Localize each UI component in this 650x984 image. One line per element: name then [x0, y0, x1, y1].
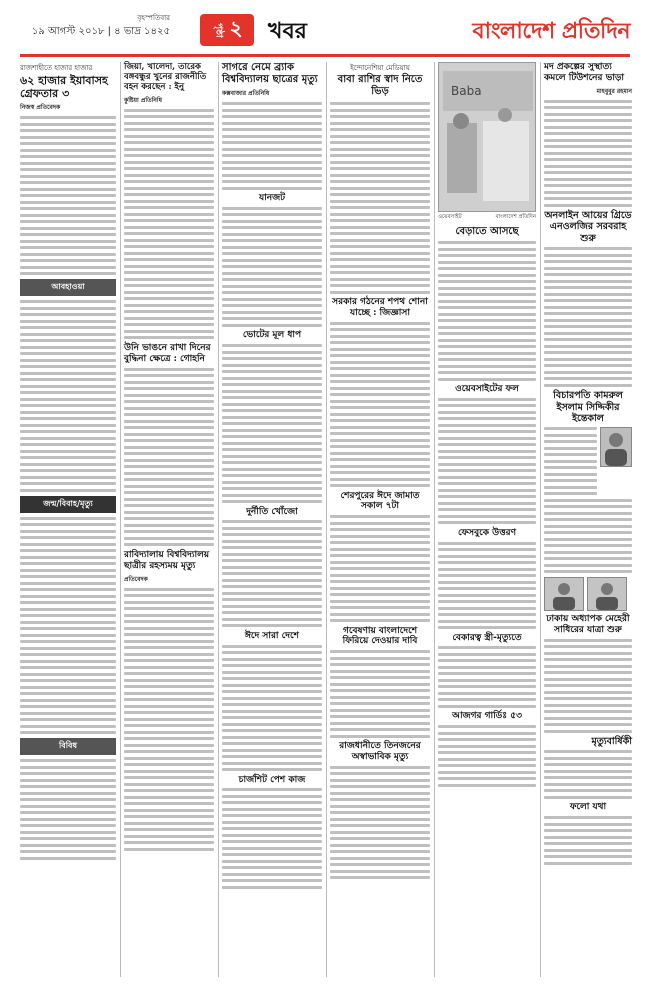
- svg-text:Baba: Baba: [451, 84, 482, 98]
- sub-headline: ঢাকায় অধ্যাপক মেহেরী সাধিরের যাত্রা শুরু: [546, 613, 630, 635]
- masthead: [0, 0, 650, 58]
- column-rule: [540, 62, 541, 977]
- box-byline: প্রতিবেদক: [124, 575, 148, 583]
- sub-story-body: [330, 515, 430, 622]
- page-number-pill: [200, 14, 254, 46]
- column-rule: [326, 62, 327, 977]
- sub-story-body: [222, 207, 322, 327]
- sub-story-body: [544, 427, 597, 499]
- story-body: [222, 102, 322, 190]
- story-body: [124, 109, 214, 340]
- lead-photo: [438, 62, 536, 212]
- person-icon: [601, 428, 631, 466]
- sub-story-body: [544, 750, 632, 799]
- sub-headline: বিচারপতি কামরুল ইসলাম সিদ্দিকীর ইন্তেকাল: [553, 390, 623, 425]
- sub-story-body: [330, 766, 430, 880]
- misc-box-body: [20, 759, 116, 860]
- masthead-day: বৃহস্পতিবার: [137, 14, 170, 22]
- story-byline: মাহবুবুর রহমান: [596, 87, 632, 95]
- column-5: [438, 62, 536, 790]
- story-body: [544, 100, 632, 207]
- classifieds-box-body: [20, 517, 116, 735]
- avatar: [544, 577, 584, 611]
- sub-story-body: [438, 398, 536, 525]
- story-body: [438, 241, 536, 381]
- brand-logo: বাংলাদেশ প্রতিদিন: [472, 18, 630, 44]
- column-rule: [218, 62, 219, 977]
- story-kicker: ইন্দোনেশিয়া মেডিয়ায়: [350, 64, 410, 72]
- column-4: [330, 62, 430, 883]
- sub-headline: ফেসবুকে উত্তরণ: [457, 527, 517, 538]
- classifieds-box-title: জন্ম/বিবাহ/মৃত্যু: [20, 496, 116, 513]
- sub-story-body: [544, 816, 632, 865]
- story-byline: নিজস্ব প্রতিবেদক: [20, 104, 61, 112]
- column-3: [222, 62, 322, 892]
- sub-story-body: [330, 650, 430, 738]
- sub-headline: গবেষণায় বাংলাদেশে ফিরিয়ে দেওয়ার দাবি: [342, 625, 418, 647]
- sub-story-body: [330, 322, 430, 488]
- box-headline: রাবিদ্যালায় বিশ্ববিদ্যালয় ছাত্রীর রহস্যময় মৃত্যু: [124, 550, 210, 571]
- masthead-dates: ১৯ আগস্ট ২০১৮ | ৪ ভাদ্র ১৪২৫: [31, 26, 170, 37]
- avatar: [587, 577, 627, 611]
- column-rule: [120, 62, 121, 977]
- sub-headline: ওয়েবসাইটের ফল: [455, 384, 519, 394]
- column-6: [544, 62, 632, 868]
- sub-story-body: [544, 639, 632, 733]
- column-2: [124, 62, 214, 854]
- story-body: [330, 102, 430, 294]
- sub-story-body: [222, 344, 322, 503]
- sub-headline: যানজট: [258, 193, 286, 203]
- sub-story-body: [222, 788, 322, 889]
- column-1: [20, 62, 116, 863]
- photo-caption: ওয়েবসাইট: [438, 214, 462, 220]
- sub-headline: রাজধানীতে তিনজনের অস্বাভাবিক মৃত্যু: [339, 741, 421, 763]
- sub-headline: দুর্নীতি খোঁজো: [246, 506, 298, 517]
- sub-story-body: [222, 520, 322, 627]
- lead-photo-illustration: [439, 63, 536, 212]
- person-icon: [588, 578, 626, 610]
- sub-headline: ফলো যথা: [569, 802, 607, 813]
- sub-headline: মৃত্যুবার্ষিকী: [591, 736, 632, 748]
- sub-headline: উনি ভাঙনে রাখা দিনের বুদ্ধিনা ক্ষেত্রে : গোহনি: [124, 343, 211, 364]
- story-byline: কক্সবাজার প্রতিনিধি: [222, 90, 270, 97]
- weather-box-title: আবহাওয়া: [20, 279, 116, 296]
- sub-headline: শেরপুরের ঈদে জামাত সকাল ৭টা: [340, 490, 420, 512]
- photo-credit: বাংলাদেশ প্রতিদিন: [495, 214, 536, 220]
- section-name: খবর: [268, 19, 307, 44]
- sub-story-body: [438, 646, 536, 708]
- sub-headline: চার্জশিট পেশ কাজ: [238, 774, 306, 785]
- masthead-date-block: [20, 12, 170, 41]
- sub-headline: আজগর গার্ডিঃ ৫৩: [452, 711, 522, 722]
- page-label: পৃষ্ঠা: [213, 22, 224, 38]
- page-number: ২: [229, 15, 243, 40]
- box-story-body: [124, 588, 214, 851]
- sub-headline: ঈদে সারা দেশে: [245, 630, 299, 641]
- misc-box-title: বিবিধ: [20, 738, 116, 755]
- sub-headline: সরকার গঠনের শপথ শোনা যাচ্ছে : জিজ্ঞাসা: [332, 297, 428, 318]
- person-icon: [545, 578, 583, 610]
- sub-story-body: [222, 645, 322, 772]
- story-headline: মদ প্রকল্পের সুস্থাত্য কমলে টিউশনের ভাড়া: [544, 62, 624, 83]
- sub-story-body: [438, 542, 536, 630]
- story-kicker: রাজশাহীতে হাজার হাজার: [20, 64, 93, 72]
- masthead-rule: [20, 54, 630, 57]
- column-rule: [434, 62, 435, 977]
- story-byline: কুষ্টিয়া প্রতিনিধি: [124, 96, 162, 104]
- avatar: [600, 427, 632, 467]
- sub-headline: ভোটের মূল ধাপ: [242, 330, 302, 341]
- sub-story-body: [544, 499, 632, 574]
- sub-headline: অনলাইন আয়ের গ্রিডে এনওলজির সরবরাহ শুরু: [544, 210, 632, 244]
- story-headline: বেড়াতে আসছে: [455, 226, 519, 237]
- story-body: [20, 116, 116, 275]
- sub-story-body: [124, 368, 214, 547]
- story-headline: ৬২ হাজার ইয়াবাসহ গ্রেফতার ৩: [20, 74, 108, 101]
- sub-headline: বেকারত্ব স্ত্রী-মৃত্যুতে: [452, 632, 522, 643]
- story-headline: সাগরে নেমে ব্র্যাক বিশ্ববিদ্যালয় ছাত্রের মৃত্যু: [222, 62, 318, 85]
- sub-story-body: [544, 247, 632, 387]
- weather-box-body: [20, 300, 116, 492]
- story-headline: জিয়া, খালেদা, তারেক বঙ্গবন্ধুর খুনের রাজনীতি বহন করছেন : ইনু: [124, 62, 207, 93]
- story-headline: বাবা রাশির স্বাদ নিতে ভিড়: [337, 74, 423, 97]
- sub-story-body: [438, 725, 536, 787]
